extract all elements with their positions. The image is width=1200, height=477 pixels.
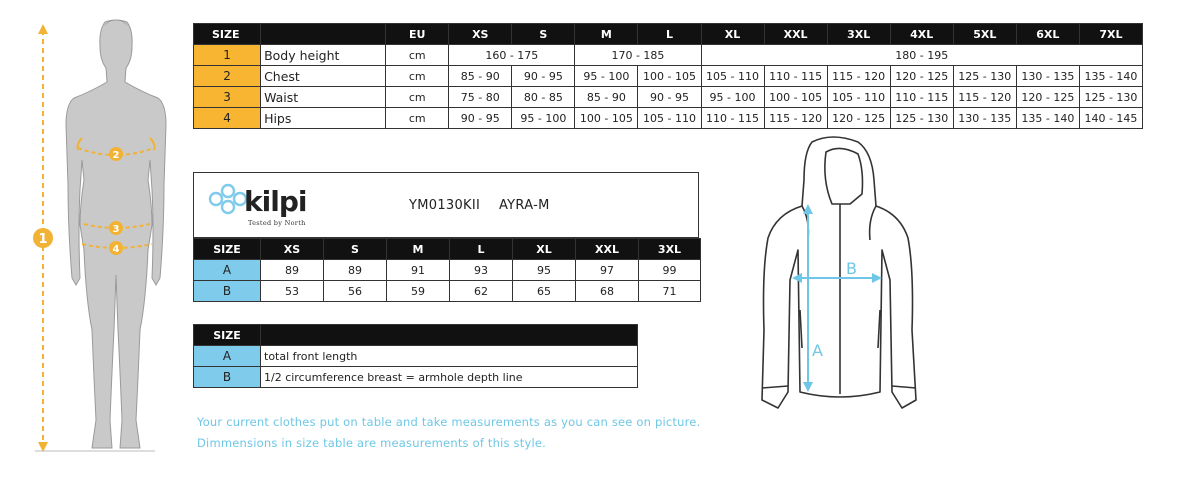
table-cell: 140 - 145 xyxy=(1079,108,1142,129)
table-cell: 115 - 120 xyxy=(953,87,1016,108)
table-cell: 90 - 95 xyxy=(512,66,575,87)
measurement-legend-table xyxy=(193,324,638,388)
legend-row-a xyxy=(194,346,638,367)
table-cell: 135 - 140 xyxy=(1016,108,1079,129)
table-cell: 110 - 115 xyxy=(890,87,953,108)
table-cell: 110 - 115 xyxy=(764,66,827,87)
header-xs: XS xyxy=(261,239,324,260)
header-3xl: 3XL xyxy=(639,239,701,260)
row-label: A xyxy=(194,260,261,281)
instruction-note-1: Your current clothes put on table and take measurements as you can see on picture. xyxy=(197,415,701,429)
style-header-box xyxy=(193,172,699,238)
header-m: M xyxy=(575,24,638,45)
table-cell: 115 - 120 xyxy=(764,108,827,129)
table-cell: 135 - 140 xyxy=(1079,66,1142,87)
table-cell: 125 - 130 xyxy=(1079,87,1142,108)
cell-height-m-l: 170 - 185 xyxy=(575,45,701,66)
cell-height-xs-s: 160 - 175 xyxy=(449,45,575,66)
table-row-body-height xyxy=(194,45,1143,66)
brand-name: kilpi xyxy=(244,185,307,218)
header-s: S xyxy=(512,24,575,45)
table-row-waist xyxy=(194,87,1143,108)
table-cell: 105 - 110 xyxy=(638,108,701,129)
row-unit: cm xyxy=(386,66,449,87)
marker-3 xyxy=(109,221,123,235)
cell-height-xl-7xl: 180 - 195 xyxy=(701,45,1143,66)
header-size: SIZE xyxy=(194,24,261,45)
table-cell: 130 - 135 xyxy=(1016,66,1079,87)
header-size: SIZE xyxy=(194,325,261,346)
row-label: Body height xyxy=(261,45,386,66)
row-number: 2 xyxy=(194,66,261,87)
table-cell: 75 - 80 xyxy=(449,87,512,108)
legend-header xyxy=(194,325,638,346)
table-cell: 89 xyxy=(261,260,324,281)
svg-text:4: 4 xyxy=(112,244,120,255)
row-label: Hips xyxy=(261,108,386,129)
style-code: YM0130KII xyxy=(409,198,481,213)
table-cell: 105 - 110 xyxy=(701,66,764,87)
table-cell: 110 - 115 xyxy=(701,108,764,129)
table-cell: 97 xyxy=(576,260,639,281)
jacket-table-header xyxy=(194,239,701,260)
table-cell: 100 - 105 xyxy=(575,108,638,129)
style-name: AYRA-M xyxy=(499,198,550,213)
table-cell: 95 - 100 xyxy=(701,87,764,108)
row-label: A xyxy=(194,346,261,367)
header-l: L xyxy=(638,24,701,45)
jacket-size-table xyxy=(193,238,701,302)
legend-description: 1/2 circumference breast = armhole depth line xyxy=(261,367,638,388)
table-cell: 56 xyxy=(324,281,387,302)
row-label: B xyxy=(194,367,261,388)
header-m: M xyxy=(387,239,450,260)
table-cell: 100 - 105 xyxy=(638,66,701,87)
table-cell: 85 - 90 xyxy=(575,87,638,108)
header-7xl: 7XL xyxy=(1079,24,1142,45)
brand-logo xyxy=(204,177,314,237)
marker-a-label: A xyxy=(812,341,823,360)
table-cell: 95 xyxy=(513,260,576,281)
header-6xl: 6XL xyxy=(1016,24,1079,45)
header-eu: EU xyxy=(386,24,449,45)
table-cell: 59 xyxy=(387,281,450,302)
table-cell: 68 xyxy=(576,281,639,302)
table-cell: 62 xyxy=(450,281,513,302)
table-row-chest xyxy=(194,66,1143,87)
header-size: SIZE xyxy=(194,239,261,260)
jacket-illustration xyxy=(740,130,920,415)
header-blank xyxy=(261,24,386,45)
header-xl: XL xyxy=(701,24,764,45)
row-label: Chest xyxy=(261,66,386,87)
svg-text:2: 2 xyxy=(112,150,120,161)
table-cell: 80 - 85 xyxy=(512,87,575,108)
instruction-note-2: Dimmensions in size table are measurements of this style. xyxy=(197,436,546,450)
size-table-header xyxy=(194,24,1143,45)
table-cell: 120 - 125 xyxy=(1016,87,1079,108)
table-cell: 105 - 110 xyxy=(827,87,890,108)
table-cell: 115 - 120 xyxy=(827,66,890,87)
legend-description: total front length xyxy=(261,346,638,367)
table-cell: 100 - 105 xyxy=(764,87,827,108)
table-cell: 120 - 125 xyxy=(827,108,890,129)
body-figure xyxy=(0,0,175,477)
table-cell: 99 xyxy=(639,260,701,281)
table-cell: 95 - 100 xyxy=(512,108,575,129)
marker-b-label: B xyxy=(846,259,857,278)
marker-4 xyxy=(109,241,123,255)
row-unit: cm xyxy=(386,45,449,66)
header-l: L xyxy=(450,239,513,260)
row-unit: cm xyxy=(386,87,449,108)
body-size-table xyxy=(193,23,1143,129)
svg-text:3: 3 xyxy=(112,224,120,235)
header-blank xyxy=(261,325,638,346)
table-row-hips xyxy=(194,108,1143,129)
row-number: 1 xyxy=(194,45,261,66)
table-cell: 95 - 100 xyxy=(575,66,638,87)
jacket-outline xyxy=(762,137,916,408)
header-xs: XS xyxy=(449,24,512,45)
brand-tagline: Tested by North xyxy=(248,219,306,227)
table-cell: 125 - 130 xyxy=(890,108,953,129)
header-xxl: XXL xyxy=(576,239,639,260)
table-cell: 65 xyxy=(513,281,576,302)
row-label: Waist xyxy=(261,87,386,108)
header-s: S xyxy=(324,239,387,260)
header-3xl: 3XL xyxy=(827,24,890,45)
table-cell: 90 - 95 xyxy=(449,108,512,129)
legend-row-b xyxy=(194,367,638,388)
row-unit: cm xyxy=(386,108,449,129)
row-number: 3 xyxy=(194,87,261,108)
table-row-b xyxy=(194,281,701,302)
table-cell: 93 xyxy=(450,260,513,281)
table-cell: 125 - 130 xyxy=(953,66,1016,87)
marker-1 xyxy=(33,228,53,248)
header-xxl: XXL xyxy=(764,24,827,45)
header-xl: XL xyxy=(513,239,576,260)
table-cell: 130 - 135 xyxy=(953,108,1016,129)
table-cell: 91 xyxy=(387,260,450,281)
header-5xl: 5XL xyxy=(953,24,1016,45)
row-number: 4 xyxy=(194,108,261,129)
header-4xl: 4XL xyxy=(890,24,953,45)
table-cell: 90 - 95 xyxy=(638,87,701,108)
table-cell: 85 - 90 xyxy=(449,66,512,87)
table-cell: 120 - 125 xyxy=(890,66,953,87)
svg-text:1: 1 xyxy=(38,232,48,247)
table-cell: 71 xyxy=(639,281,701,302)
marker-2 xyxy=(109,147,123,161)
knot-icon xyxy=(210,185,246,213)
table-row-a xyxy=(194,260,701,281)
row-label: B xyxy=(194,281,261,302)
table-cell: 89 xyxy=(324,260,387,281)
table-cell: 53 xyxy=(261,281,324,302)
